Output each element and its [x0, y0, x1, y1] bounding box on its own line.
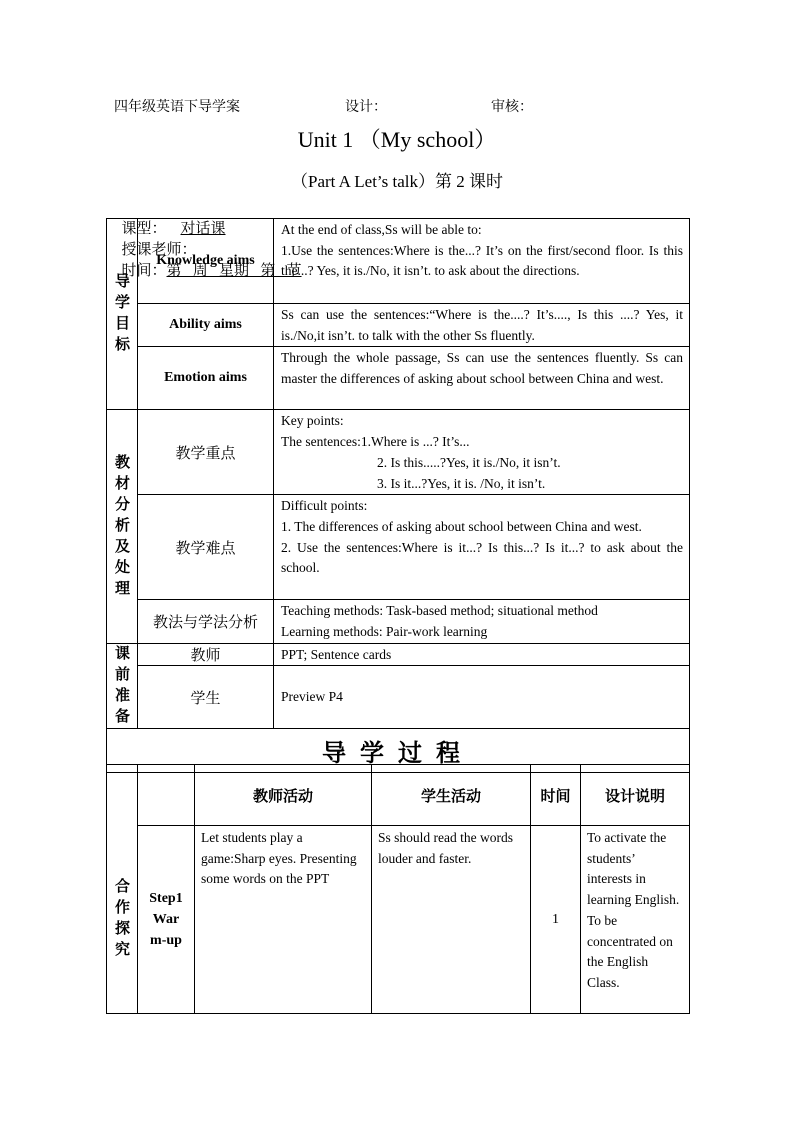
course-type-value: 对话课	[180, 221, 226, 237]
prep-student-value: Preview P4	[274, 666, 690, 728]
prep-teacher-label: 教师	[138, 643, 274, 666]
process-table	[106, 764, 690, 1014]
analysis-section-label: 教材分析及处理	[107, 410, 138, 643]
header-student-activity: 学生活动	[372, 765, 531, 826]
time-label: 时间：	[121, 263, 167, 279]
page-title: Unit 1 （My school）	[297, 127, 497, 152]
process-title: 导学过程	[107, 728, 690, 772]
step-header-cell	[138, 765, 195, 826]
review-label: 审核：	[491, 100, 533, 115]
emotion-aims-content: Through the whole passage, Ss can use the sentences fluently. Ss can master the differences of asking about school between China and west.	[274, 347, 690, 410]
header-time: 时间	[531, 765, 581, 826]
ability-aims-label: Ability aims	[138, 304, 274, 347]
methods-label: 教法与学法分析	[138, 600, 274, 643]
key-points-label: 教学重点	[138, 410, 274, 495]
doc-name: 四年级英语下导学案	[114, 100, 240, 115]
teacher-label: 授课老师：	[121, 242, 197, 258]
course-type-label: 课型：	[121, 221, 167, 237]
prep-student-label: 学生	[138, 666, 274, 728]
methods-content: Teaching methods: Task-based method; situational method Learning methods: Pair-work learning	[274, 600, 690, 643]
table-row	[107, 826, 690, 1014]
step-time: 1	[531, 826, 581, 1014]
step-student-activity: Ss should read the words louder and faster.	[372, 826, 531, 1014]
step-label: Step1 Warm-up	[138, 826, 195, 1014]
time-value: 第 周 星期 第 节	[166, 263, 302, 279]
process-section-label: 合作探究	[107, 765, 138, 1014]
lesson-plan-table	[106, 218, 690, 773]
step-design-note: To activate the students’ interests in learning English. To be concentrated on the English Class.	[581, 826, 690, 1014]
header-design-notes: 设计说明	[581, 765, 690, 826]
knowledge-aims-content: At the end of class,Ss will be able to: 1.Use the sentences:Where is the...? It’s on the first/second floor. Is this the...? Yes, it is./No, it isn’t. to ask about the directions.	[274, 219, 690, 304]
prep-teacher-value: PPT; Sentence cards	[274, 643, 690, 666]
prep-section-label: 课前准备	[107, 643, 138, 728]
difficult-points-content: Difficult points: 1. The differences of asking about school between China and west. 2. Use the sentences:Where is it...? Is this...? Is it...? to ask about the school.	[274, 495, 690, 600]
step-teacher-activity: Let students play a game:Sharp eyes. Presenting some words on the PPT	[195, 826, 372, 1014]
objectives-section-label: 导学目标	[107, 219, 138, 410]
key-points-content: Key points: The sentences:1.Where is ...? It’s... 2. Is this.....?Yes, it is./No, it isn’t. 3. Is it...?Yes, it is. /No, it isn’t.	[274, 410, 690, 495]
page-subtitle: （Part A Let’s talk）第 2 课时	[290, 172, 504, 191]
emotion-aims-label: Emotion aims	[138, 347, 274, 410]
ability-aims-content: Ss can use the sentences:“Where is the....? It’s...., Is this ....? Yes, it is./No,it isn’t. to talk with the other Ss fluently.	[274, 304, 690, 347]
design-label: 设计：	[345, 100, 387, 115]
header-teacher-activity: 教师活动	[195, 765, 372, 826]
difficult-points-label: 教学难点	[138, 495, 274, 600]
knowledge-aims-label: Knowledge aims	[138, 219, 274, 304]
